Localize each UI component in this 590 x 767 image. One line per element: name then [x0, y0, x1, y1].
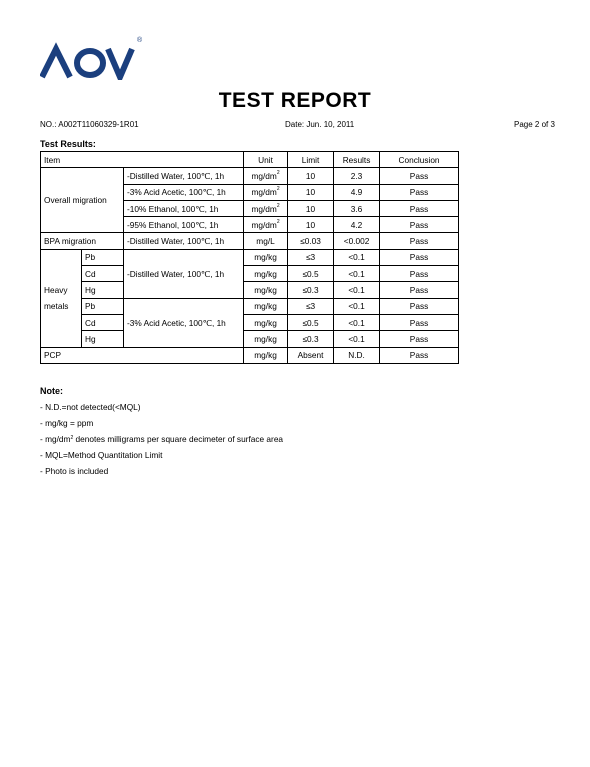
conclusion-cell: Pass: [380, 314, 459, 330]
conclusion-cell: Pass: [380, 217, 459, 233]
conclusion-cell: Pass: [380, 168, 459, 184]
page-title: TEST REPORT: [218, 89, 372, 112]
table-row: [41, 266, 459, 282]
table-row: [41, 331, 459, 347]
limit-cell: ≤0.03: [288, 233, 334, 249]
results-heading: Test Results:: [40, 139, 96, 149]
condition-cell: -3% Acid Acetic, 100℃, 1h: [124, 298, 244, 347]
conclusion-cell: Pass: [380, 331, 459, 347]
table-row: [41, 233, 459, 249]
conclusion-cell: Pass: [380, 200, 459, 216]
limit-cell: 10: [288, 184, 334, 200]
result-cell: <0.1: [334, 298, 380, 314]
limit-cell: ≤3: [288, 249, 334, 265]
result-cell: 4.2: [334, 217, 380, 233]
aov-logo-graphic: [40, 40, 152, 80]
note-line: - mg/kg = ppm: [40, 418, 94, 428]
unit-cell: mg/kg: [244, 266, 288, 282]
condition-cell: -3% Acid Acetic, 100℃, 1h: [124, 184, 244, 200]
unit-cell: mg/L: [244, 233, 288, 249]
condition-cell: -95% Ethanol, 100℃, 1h: [124, 217, 244, 233]
limit-cell: 10: [288, 217, 334, 233]
bpa-migration-label: BPA migration: [41, 233, 124, 249]
header-limit: Limit: [288, 152, 334, 168]
note-line: - N.D.=not detected(<MQL): [40, 402, 141, 412]
result-cell: <0.1: [334, 314, 380, 330]
result-cell: <0.1: [334, 266, 380, 282]
header-conclusion: Conclusion: [380, 152, 459, 168]
unit-cell: mg/kg: [244, 282, 288, 298]
limit-cell: ≤0.3: [288, 282, 334, 298]
element-cell: Cd: [82, 314, 124, 330]
table-row: [41, 282, 459, 298]
limit-cell: 10: [288, 200, 334, 216]
limit-cell: ≤3: [288, 298, 334, 314]
condition-cell: -10% Ethanol, 100℃, 1h: [124, 200, 244, 216]
note-line: - $mg/dm^2$ denotes milligrams per square decimeter of surface area: [40, 434, 284, 444]
report-date: Date: Jun. 10, 2011: [285, 120, 355, 129]
header-unit: Unit: [244, 152, 288, 168]
table-row: [41, 347, 459, 363]
conclusion-cell: Pass: [380, 347, 459, 363]
conclusion-cell: Pass: [380, 266, 459, 282]
page-number: Page 2 of 3: [514, 120, 555, 129]
unit-cell: mg/kg: [244, 314, 288, 330]
unit-cell: $mg/dm^2$: [244, 217, 288, 233]
result-cell: 3.6: [334, 200, 380, 216]
table-row: [41, 168, 459, 184]
condition-cell: -Distilled Water, 100℃, 1h: [124, 168, 244, 184]
notes-heading: Note:: [40, 386, 63, 396]
note-line: - MQL=Method Quantitation Limit: [40, 450, 163, 460]
condition-cell: -Distilled Water, 100℃, 1h: [124, 249, 244, 298]
result-cell: <0.002: [334, 233, 380, 249]
unit-cell: mg/kg: [244, 331, 288, 347]
limit-cell: ≤0.3: [288, 331, 334, 347]
unit-cell: mg/kg: [244, 347, 288, 363]
unit-cell: mg/kg: [244, 249, 288, 265]
heavy-metals-label: Heavy metals: [41, 249, 82, 347]
result-cell: <0.1: [334, 282, 380, 298]
result-cell: N.D.: [334, 347, 380, 363]
results-table: [40, 151, 459, 364]
limit-cell: Absent: [288, 347, 334, 363]
conclusion-cell: Pass: [380, 233, 459, 249]
registered-mark: ®: [137, 37, 143, 44]
conclusion-cell: Pass: [380, 184, 459, 200]
element-cell: Hg: [82, 282, 124, 298]
unit-cell: mg/kg: [244, 298, 288, 314]
result-cell: 2.3: [334, 168, 380, 184]
table-row: [41, 314, 459, 330]
aov-logo: [40, 37, 152, 80]
element-cell: Pb: [82, 249, 124, 265]
table-row: [41, 298, 459, 314]
result-cell: 4.9: [334, 184, 380, 200]
element-cell: Hg: [82, 331, 124, 347]
notes-section: [40, 383, 283, 479]
unit-cell: $mg/dm^2$: [244, 168, 288, 184]
limit-cell: ≤0.5: [288, 314, 334, 330]
overall-migration-label: Overall migration: [41, 168, 124, 233]
report-number: NO.: A002T11060329-1R01: [40, 120, 139, 129]
table-header-row: [41, 152, 459, 168]
element-cell: Cd: [82, 266, 124, 282]
limit-cell: 10: [288, 168, 334, 184]
result-cell: <0.1: [334, 249, 380, 265]
table-row: [41, 249, 459, 265]
unit-cell: $mg/dm^2$: [244, 184, 288, 200]
conclusion-cell: Pass: [380, 249, 459, 265]
limit-cell: ≤0.5: [288, 266, 334, 282]
header-item: Item: [41, 152, 244, 168]
element-cell: Pb: [82, 298, 124, 314]
note-line: - Photo is included: [40, 466, 109, 476]
conclusion-cell: Pass: [380, 298, 459, 314]
pcp-label: PCP: [41, 347, 244, 363]
result-cell: <0.1: [334, 331, 380, 347]
unit-cell: $mg/dm^2$: [244, 200, 288, 216]
condition-cell: -Distilled Water, 100℃, 1h: [124, 233, 244, 249]
header-results: Results: [334, 152, 380, 168]
conclusion-cell: Pass: [380, 282, 459, 298]
